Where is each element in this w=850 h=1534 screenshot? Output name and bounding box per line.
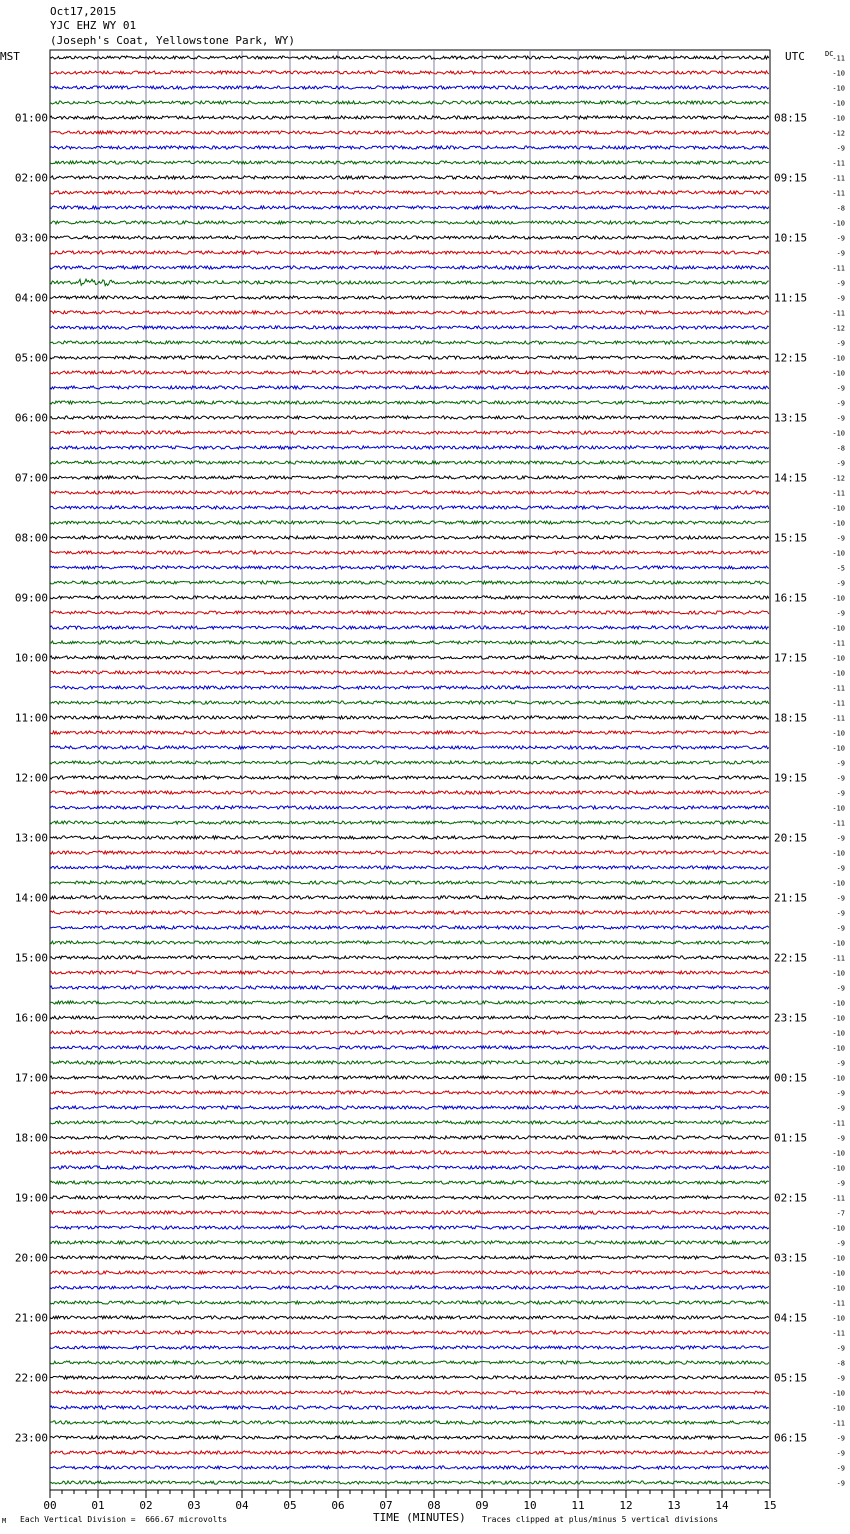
dc-offset-label: -9 [836, 1479, 845, 1488]
dc-offset-label: -10 [832, 939, 845, 948]
seismic-trace [50, 941, 769, 944]
dc-offset-label: -10 [832, 1314, 845, 1323]
seismic-trace [50, 341, 769, 344]
seismic-trace [50, 971, 769, 974]
left-hour-label: 13:00 [14, 831, 48, 845]
seismic-trace [50, 386, 769, 389]
dc-offset-label: -10 [832, 1014, 845, 1023]
seismic-trace [50, 1121, 769, 1124]
dc-offset-label: -10 [832, 849, 845, 858]
dc-offset-label: -9 [836, 759, 845, 768]
x-tick-label: 06 [331, 1499, 345, 1512]
x-tick-label: 01 [91, 1499, 105, 1512]
dc-offset-label: -7 [836, 1209, 845, 1218]
seismic-trace [50, 146, 769, 149]
right-hour-label: 12:15 [774, 351, 808, 365]
seismic-trace [50, 746, 769, 749]
seismic-trace [50, 581, 769, 584]
seismic-trace [50, 191, 769, 194]
seismic-trace [50, 71, 769, 74]
seismic-trace [50, 251, 769, 254]
seismic-trace [50, 1211, 769, 1214]
seismic-trace [50, 1286, 769, 1289]
corner-mark: M [2, 1517, 7, 1525]
seismic-trace [50, 1181, 769, 1184]
dc-offset-label: -10 [832, 879, 845, 888]
dc-offset-label: -11 [832, 954, 845, 963]
dc-offset-label: -9 [836, 1104, 845, 1113]
seismic-trace [50, 446, 769, 449]
seismic-trace [50, 86, 769, 89]
seismic-trace [50, 1436, 769, 1439]
dc-offset-label: -12 [832, 474, 845, 483]
right-hour-label: 01:15 [774, 1131, 808, 1145]
seismic-trace [50, 236, 769, 239]
x-tick-label: 15 [763, 1499, 777, 1512]
seismic-trace [50, 626, 769, 629]
left-hour-label: 01:00 [14, 111, 48, 125]
right-hour-label: 17:15 [774, 651, 808, 665]
seismic-trace [50, 896, 769, 899]
left-hour-label: 07:00 [14, 471, 48, 485]
seismic-trace [50, 116, 769, 119]
seismic-trace [50, 461, 769, 464]
dc-offset-label: -10 [832, 219, 845, 228]
dc-offset-label: -9 [836, 384, 845, 393]
seismic-trace [50, 221, 769, 224]
seismic-trace [50, 1046, 769, 1049]
seismic-trace [50, 776, 769, 779]
dc-offset-label: -12 [832, 324, 845, 333]
seismic-trace [50, 176, 769, 179]
plot-frame [50, 50, 770, 1490]
left-timezone-label: MST [0, 50, 20, 63]
dc-offset-label: -9 [836, 234, 845, 243]
seismic-trace [50, 716, 769, 719]
seismic-trace [50, 311, 769, 314]
dc-offset-label: -10 [832, 1164, 845, 1173]
dc-offset-label: -9 [836, 279, 845, 288]
dc-offset-label: -10 [832, 1149, 845, 1158]
right-hour-label: 23:15 [774, 1011, 808, 1025]
seismic-trace [50, 279, 769, 286]
right-hour-label: 09:15 [774, 171, 808, 185]
dc-offset-label: -11 [832, 1119, 845, 1128]
dc-offset-header: DC [825, 50, 834, 58]
dc-offset-label: -10 [832, 804, 845, 813]
x-tick-label: 10 [523, 1499, 537, 1512]
right-timezone-label: UTC [785, 50, 805, 63]
dc-offset-label: -9 [836, 894, 845, 903]
seismic-trace [50, 371, 769, 374]
dc-offset-label: -11 [832, 1194, 845, 1203]
seismic-trace [50, 1451, 769, 1454]
dc-offset-label: -9 [836, 1464, 845, 1473]
seismic-trace [50, 1256, 769, 1259]
right-hour-label: 02:15 [774, 1191, 808, 1205]
dc-offset-label: -9 [836, 414, 845, 423]
dc-offset-label: -10 [832, 624, 845, 633]
seismic-trace [50, 956, 769, 959]
dc-offset-label: -9 [836, 294, 845, 303]
dc-offset-label: -11 [832, 819, 845, 828]
right-hour-label: 16:15 [774, 591, 808, 605]
dc-offset-label: -10 [832, 1224, 845, 1233]
dc-offset-label: -9 [836, 864, 845, 873]
left-hour-label: 08:00 [14, 531, 48, 545]
dc-offset-label: -10 [832, 99, 845, 108]
dc-offset-label: -5 [836, 564, 845, 573]
dc-offset-label: -9 [836, 1449, 845, 1458]
dc-offset-label: -8 [836, 204, 845, 213]
dc-offset-label: -9 [836, 339, 845, 348]
dc-offset-label: -10 [832, 69, 845, 78]
seismic-trace [50, 131, 769, 134]
seismic-trace [50, 641, 769, 644]
seismic-trace [50, 1301, 769, 1304]
right-hour-label: 11:15 [774, 291, 808, 305]
seismic-trace [50, 851, 769, 854]
seismic-trace [50, 356, 769, 359]
x-tick-label: 00 [43, 1499, 57, 1512]
seismic-trace [50, 1091, 769, 1094]
dc-offset-label: -9 [836, 534, 845, 543]
seismic-trace [50, 551, 769, 554]
dc-offset-label: -11 [832, 264, 845, 273]
left-hour-label: 02:00 [14, 171, 48, 185]
seismic-trace [50, 161, 769, 164]
left-hour-label: 06:00 [14, 411, 48, 425]
right-hour-label: 22:15 [774, 951, 808, 965]
dc-offset-label: -10 [832, 1074, 845, 1083]
dc-offset-label: -10 [832, 1269, 845, 1278]
seismic-trace [50, 1031, 769, 1034]
dc-offset-label: -10 [832, 114, 845, 123]
dc-offset-label: -9 [836, 459, 845, 468]
dc-offset-label: -9 [836, 924, 845, 933]
dc-offset-label: -9 [836, 1059, 845, 1068]
seismic-trace [50, 476, 769, 479]
right-hour-label: 08:15 [774, 111, 808, 125]
right-hour-label: 14:15 [774, 471, 808, 485]
x-tick-label: 07 [379, 1499, 393, 1512]
dc-offset-label: -9 [836, 399, 845, 408]
dc-offset-label: -10 [832, 369, 845, 378]
x-tick-label: 02 [139, 1499, 153, 1512]
dc-offset-label: -11 [832, 174, 845, 183]
dc-offset-label: -8 [836, 1359, 845, 1368]
seismic-trace [50, 1466, 769, 1469]
seismic-trace [50, 536, 769, 539]
seismic-trace [50, 806, 769, 809]
right-hour-label: 20:15 [774, 831, 808, 845]
x-tick-label: 03 [187, 1499, 201, 1512]
seismic-trace [50, 101, 769, 104]
dc-offset-label: -10 [832, 1389, 845, 1398]
dc-offset-label: -11 [832, 54, 845, 63]
dc-offset-label: -9 [836, 774, 845, 783]
seismic-trace [50, 1196, 769, 1199]
seismic-trace [50, 881, 769, 884]
vertical-scale-note: Each Vertical Division = 666.67 microvolts [20, 1515, 228, 1524]
seismic-trace [50, 911, 769, 914]
seismic-trace [50, 1106, 769, 1109]
seismic-trace [50, 431, 769, 434]
seismic-trace [50, 1406, 769, 1409]
left-hour-label: 10:00 [14, 651, 48, 665]
dc-offset-label: -9 [836, 1434, 845, 1443]
left-hour-label: 21:00 [14, 1311, 48, 1325]
dc-offset-label: -11 [832, 309, 845, 318]
left-hour-label: 19:00 [14, 1191, 48, 1205]
dc-offset-label: -11 [832, 699, 845, 708]
dc-offset-label: -9 [836, 579, 845, 588]
seismic-trace [50, 821, 769, 824]
dc-offset-label: -9 [836, 1374, 845, 1383]
right-hour-label: 03:15 [774, 1251, 808, 1265]
seismic-trace [50, 1331, 769, 1334]
left-hour-label: 15:00 [14, 951, 48, 965]
seismic-trace [50, 836, 769, 839]
dc-offset-label: -11 [832, 684, 845, 693]
left-hour-label: 05:00 [14, 351, 48, 365]
seismic-trace [50, 926, 769, 929]
x-tick-label: 09 [475, 1499, 489, 1512]
left-hour-label: 09:00 [14, 591, 48, 605]
dc-offset-label: -9 [836, 249, 845, 258]
dc-offset-label: -9 [836, 1089, 845, 1098]
dc-offset-label: -9 [836, 834, 845, 843]
dc-offset-label: -10 [832, 84, 845, 93]
seismic-trace [50, 416, 769, 419]
x-tick-label: 11 [571, 1499, 585, 1512]
dc-offset-label: -10 [832, 729, 845, 738]
left-hour-label: 18:00 [14, 1131, 48, 1145]
seismic-trace [50, 401, 769, 404]
dc-offset-label: -11 [832, 159, 845, 168]
seismic-trace [50, 866, 769, 869]
seismic-trace [50, 1166, 769, 1169]
x-axis-title: TIME (MINUTES) [373, 1511, 466, 1524]
dc-offset-label: -10 [832, 549, 845, 558]
dc-offset-label: -10 [832, 1254, 845, 1263]
dc-offset-label: -9 [836, 789, 845, 798]
x-tick-label: 04 [235, 1499, 249, 1512]
seismic-trace [50, 986, 769, 989]
left-hour-label: 16:00 [14, 1011, 48, 1025]
seismic-trace [50, 611, 769, 614]
dc-offset-label: -10 [832, 1029, 845, 1038]
seismic-trace [50, 791, 769, 794]
right-hour-label: 21:15 [774, 891, 808, 905]
dc-offset-label: -10 [832, 654, 845, 663]
seismic-trace [50, 1376, 769, 1379]
right-hour-label: 05:15 [774, 1371, 808, 1385]
seismic-trace [50, 1226, 769, 1229]
dc-offset-label: -8 [836, 444, 845, 453]
seismic-trace [50, 1061, 769, 1064]
dc-offset-label: -10 [832, 1404, 845, 1413]
dc-offset-label: -10 [832, 969, 845, 978]
x-tick-label: 05 [283, 1499, 297, 1512]
dc-offset-label: -10 [832, 519, 845, 528]
right-hour-label: 19:15 [774, 771, 808, 785]
dc-offset-label: -11 [832, 1329, 845, 1338]
left-hour-label: 12:00 [14, 771, 48, 785]
x-tick-label: 12 [619, 1499, 633, 1512]
seismic-trace [50, 506, 769, 509]
seismic-trace [50, 1136, 769, 1139]
dc-offset-label: -9 [836, 1134, 845, 1143]
seismic-trace [50, 521, 769, 524]
seismic-trace [50, 491, 769, 494]
dc-offset-label: -10 [832, 744, 845, 753]
seismic-trace [50, 1421, 769, 1424]
dc-offset-label: -10 [832, 1044, 845, 1053]
left-hour-label: 17:00 [14, 1071, 48, 1085]
seismic-trace [50, 1361, 769, 1364]
right-hour-label: 10:15 [774, 231, 808, 245]
seismic-trace [50, 1316, 769, 1319]
left-hour-label: 22:00 [14, 1371, 48, 1385]
dc-offset-label: -9 [836, 144, 845, 153]
clip-note: Traces clipped at plus/minus 5 vertical divisions [482, 1515, 719, 1524]
station-code: YJC EHZ WY 01 [50, 19, 137, 32]
left-hour-label: 11:00 [14, 711, 48, 725]
right-hour-label: 04:15 [774, 1311, 808, 1325]
dc-offset-label: -9 [836, 609, 845, 618]
seismic-trace [50, 671, 769, 674]
dc-offset-label: -10 [832, 594, 845, 603]
dc-offset-label: -9 [836, 1239, 845, 1248]
seismic-trace [50, 701, 769, 704]
plot-date: Oct17,2015 [50, 5, 117, 18]
x-tick-label: 13 [667, 1499, 681, 1512]
dc-offset-label: -9 [836, 984, 845, 993]
dc-offset-label: -11 [832, 489, 845, 498]
seismic-trace [50, 1271, 769, 1274]
dc-offset-label: -11 [832, 639, 845, 648]
right-hour-label: 13:15 [774, 411, 808, 425]
left-hour-label: 20:00 [14, 1251, 48, 1265]
dc-offset-label: -10 [832, 1284, 845, 1293]
dc-offset-label: -11 [832, 1299, 845, 1308]
seismic-trace [50, 1391, 769, 1394]
x-tick-label: 14 [715, 1499, 729, 1512]
dc-offset-label: -12 [832, 129, 845, 138]
seismic-trace [50, 1001, 769, 1004]
seismic-trace [50, 56, 769, 59]
seismic-trace [50, 326, 769, 329]
left-hour-label: 23:00 [14, 1431, 48, 1445]
right-hour-label: 15:15 [774, 531, 808, 545]
x-tick-label: 08 [427, 1499, 441, 1512]
right-hour-label: 06:15 [774, 1431, 808, 1445]
dc-offset-label: -9 [836, 1344, 845, 1353]
dc-offset-label: -11 [832, 714, 845, 723]
right-hour-label: 00:15 [774, 1071, 808, 1085]
dc-offset-label: -10 [832, 354, 845, 363]
seismic-trace [50, 1016, 769, 1019]
dc-offset-label: -10 [832, 504, 845, 513]
seismic-trace [50, 1151, 769, 1154]
seismic-trace [50, 686, 769, 689]
seismic-trace [50, 266, 769, 269]
dc-offset-label: -9 [836, 1179, 845, 1188]
dc-offset-label: -10 [832, 669, 845, 678]
dc-offset-label: -10 [832, 999, 845, 1008]
left-hour-label: 03:00 [14, 231, 48, 245]
seismic-trace [50, 1346, 769, 1349]
dc-offset-label: -11 [832, 189, 845, 198]
seismic-trace [50, 596, 769, 599]
dc-offset-label: -9 [836, 909, 845, 918]
left-hour-label: 14:00 [14, 891, 48, 905]
seismic-trace [50, 1481, 769, 1484]
seismic-trace [50, 761, 769, 764]
left-hour-label: 04:00 [14, 291, 48, 305]
seismic-trace [50, 1076, 769, 1079]
seismic-trace [50, 566, 769, 569]
seismic-trace [50, 296, 769, 299]
seismic-trace [50, 206, 769, 209]
dc-offset-label: -10 [832, 429, 845, 438]
seismic-trace [50, 656, 769, 659]
right-hour-label: 18:15 [774, 711, 808, 725]
dc-offset-label: -11 [832, 1419, 845, 1428]
station-location: (Joseph's Coat, Yellowstone Park, WY) [50, 34, 296, 47]
seismic-trace [50, 1241, 769, 1244]
seismic-trace [50, 731, 769, 734]
